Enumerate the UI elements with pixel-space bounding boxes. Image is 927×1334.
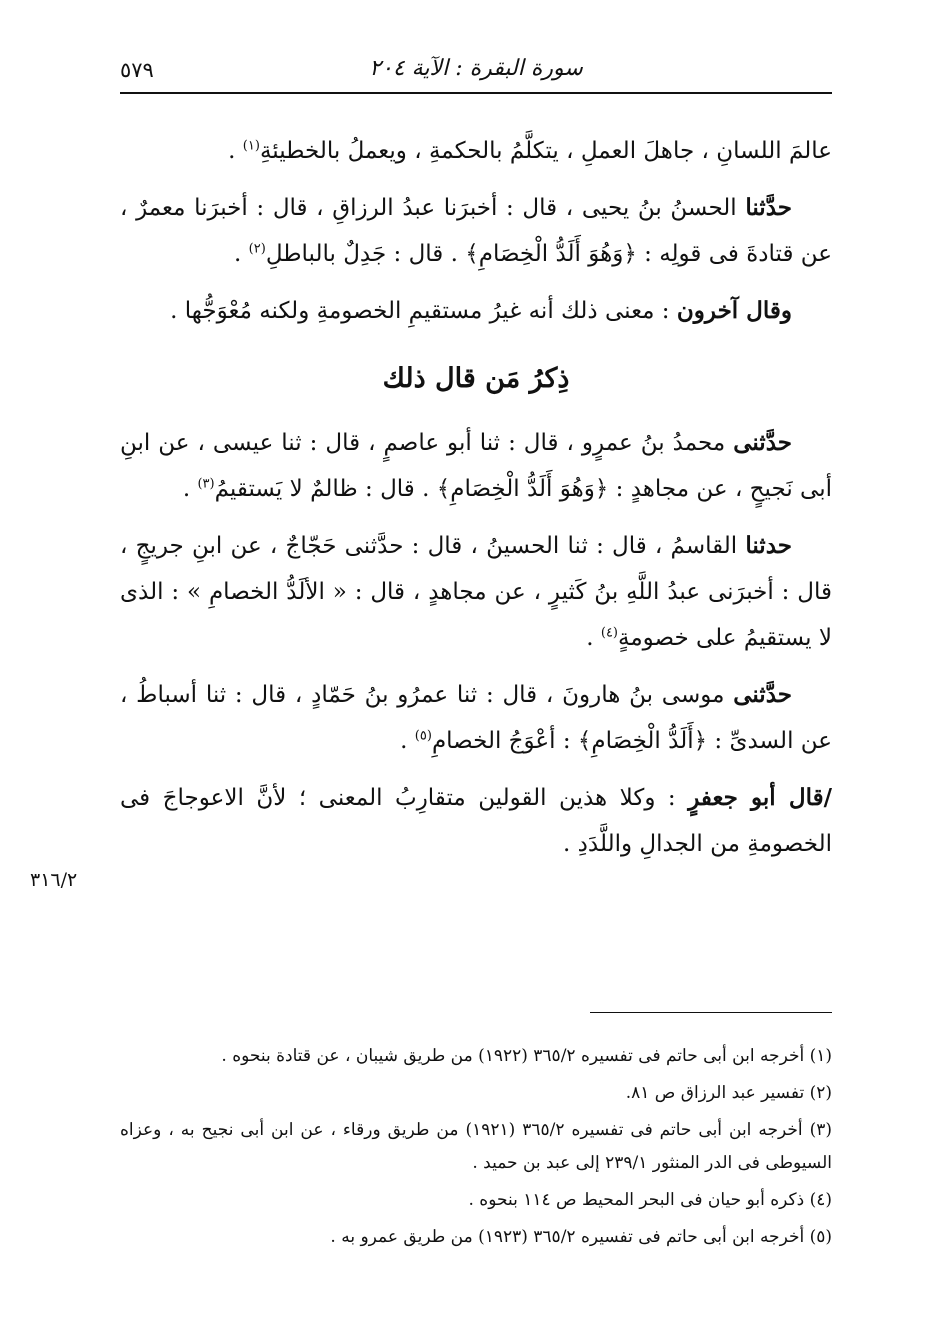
paragraph-end: . [586,625,601,651]
narration-lead: حدَّثنى [733,429,792,456]
paragraph-text: محمدُ بنُ عمرٍو ، قال : ثنا أبو عاصمٍ ، قال : ثنا عيسى ، عن ابنِ أبى نَجيحٍ ، عن مجاهدٍ : [120,430,832,502]
narration-lead: /قال أبو جعفرٍ [688,784,832,811]
paragraph-text-2: . قال : جَدِلٌ بالباطلِ [265,241,466,267]
margin-reference: ٣١٦/٢ [30,869,78,891]
paragraph-end: . [400,728,415,754]
footnote-ref-3[interactable]: (٣) [197,476,215,492]
footnote-ref-1[interactable]: (١) [242,138,260,154]
footnote-3: (٣) أخرجه ابن أبى حاتم فى تفسيره ٣٦٥/٢ (١٩٢١) من طريق ورقاء ، عن ابن أبى نجيح به ، وعزاه السيوطى فى الدر المنثور ٢٣٩/١ إلى عبد بن حميد . [120,1120,833,1173]
paragraph-7 [120,775,832,867]
paragraph-4 [120,420,832,512]
narration-lead: حدَّثنا [745,194,792,221]
footnote-ref-4[interactable]: (٤) [600,625,618,641]
main-text [120,128,832,878]
footnote-ref-2[interactable]: (٢) [248,241,266,257]
footnote-separator [590,1012,832,1013]
narration-lead: حدَّثنى [733,681,792,708]
quran-quote: ﴿أَلَدُّ الْخِصَامِ﴾ [577,728,708,754]
page-number: ٥٧٩ [120,58,154,82]
footnote-2: (٢) تفسير عبد الرزاق ص ٨١. [625,1083,832,1103]
paragraph-text: : معنى ذلك أنه غيرُ مستقيمِ الخصومةِ ولكنه مُعْوَجُّها . [170,298,677,324]
paragraph-text-2: : أعْوَجُ الخصامِ [431,728,578,754]
narration-lead: حدثنا [745,532,792,559]
page-header [120,52,832,94]
footnote-ref-5[interactable]: (٥) [414,728,432,744]
footnote-1: (١) أخرجه ابن أبى حاتم فى تفسيره ٣٦٥/٢ (١٩٢٢) من طريق شيبان ، عن قتادة بنحوه . [221,1046,832,1066]
quran-quote: ﴿وَهُوَ أَلَدُّ الْخِصَامِ﴾ [436,476,609,502]
paragraph-end: . [234,241,249,267]
paragraph-2 [120,185,832,277]
paragraph-text: : وكلا هذين القولين متقارِبُ المعنى ؛ لأنَّ الاعوجاجَ فى الخصومةِ من الجدالِ واللَّدَدِ . [120,785,832,857]
footnote-4: (٤) ذكره أبو حيان فى البحر المحيط ص ١١٤ بنحوه . [468,1190,832,1210]
quran-quote: ﴿وَهُوَ أَلَدُّ الْخِصَامِ﴾ [465,241,637,267]
paragraph-text: القاسمُ ، قال : ثنا الحسينُ ، قال : حدَّثنى حَجّاجٌ ، عن ابنِ جريجٍ ، قال : أخبرَنى عبدُ اللَّهِ بنُ كَثيرٍ ، عن مجاهدٍ ، قال : « الألَدُّ الخصامِ » : الذى لا يستقيمُ على خصومةٍ [120,533,832,651]
paragraph-text: عالمَ اللسانِ ، جاهلَ العملِ ، يتكلَّمُ بالحكمةِ ، ويعملُ بالخطيئةِ [259,138,832,164]
paragraph-text: الحسنُ بنُ يحيى ، قال : أخبرَنا عبدُ الرزاقِ ، قال : أخبرَنا معمرٌ ، عن قتادةَ فى قولِه : [120,195,832,267]
paragraph-3 [120,288,832,334]
running-title: سورة البقرة : الآية ٢٠٤ [369,56,583,81]
section-heading: ذِكرُ مَن قال ذلك [382,363,570,394]
paragraph-text: موسى بنُ هارونَ ، قال : ثنا عمرُو بنُ حَمّادٍ ، قال : ثنا أسباطُ ، عن السدىِّ : [120,682,832,754]
paragraph-end: . [182,476,198,502]
paragraph-6 [120,672,832,764]
paragraph-1 [120,128,832,174]
paragraph-text-2: . قال : ظالمٌ لا يَستقيمُ [214,476,437,502]
narration-lead: وقال آخرون [676,297,792,324]
paragraph-end: . [228,138,243,164]
footnote-5: (٥) أخرجه ابن أبى حاتم فى تفسيره ٣٦٥/٢ (١٩٢٣) من طريق عمرو به . [330,1227,832,1247]
paragraph-5 [120,523,832,661]
footnotes [120,1040,832,1258]
